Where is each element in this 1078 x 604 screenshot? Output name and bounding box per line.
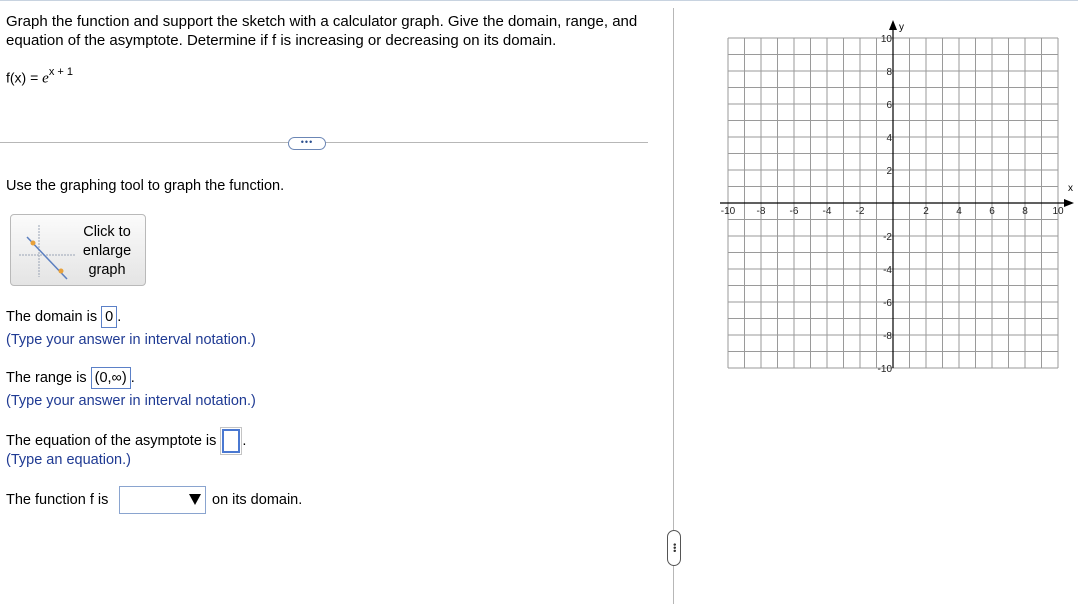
dropdown-arrow-icon bbox=[189, 494, 201, 505]
pane-separator bbox=[673, 8, 674, 604]
monotonic-label: The function f is bbox=[6, 492, 109, 508]
range-input[interactable]: (0,∞) bbox=[91, 367, 131, 389]
graph-instruction: Use the graphing tool to graph the function. bbox=[6, 178, 285, 194]
y-tick-label: 8 bbox=[886, 67, 892, 78]
asymptote-input-frame bbox=[220, 427, 242, 455]
x-tick-label: 6 bbox=[989, 206, 995, 217]
pane-resize-toggle[interactable]: ••• bbox=[667, 530, 681, 566]
y-tick-label: -4 bbox=[883, 265, 892, 276]
domain-end: . bbox=[117, 308, 122, 325]
y-tick-label: -8 bbox=[883, 331, 892, 342]
asymptote-input[interactable] bbox=[222, 429, 240, 453]
x-axis-label: x bbox=[1068, 183, 1073, 194]
x-tick-label: 4 bbox=[956, 206, 962, 217]
range-row bbox=[6, 367, 135, 389]
range-label: The range is bbox=[6, 369, 87, 386]
y-tick-label: -6 bbox=[883, 298, 892, 309]
domain-label: The domain is bbox=[6, 308, 98, 325]
monotonic-select[interactable] bbox=[119, 486, 206, 514]
domain-hint: (Type your answer in interval notation.) bbox=[6, 332, 256, 348]
top-border bbox=[0, 0, 1078, 1]
x-tick-label: -10 bbox=[720, 206, 736, 217]
domain-input[interactable]: 0 bbox=[101, 306, 117, 328]
coordinate-grid[interactable] bbox=[712, 14, 1072, 374]
more-options-button[interactable]: ••• bbox=[288, 137, 326, 150]
function-exponent: x + 1 bbox=[48, 66, 73, 78]
enlarge-label-line1: Click to bbox=[83, 224, 131, 240]
y-tick-label: -2 bbox=[883, 232, 892, 243]
y-tick-label: 4 bbox=[886, 133, 892, 144]
function-definition bbox=[6, 68, 73, 88]
y-tick-label: 6 bbox=[886, 100, 892, 111]
monotonic-suffix: on its domain. bbox=[212, 492, 303, 508]
function-base: e bbox=[42, 70, 49, 87]
x-axis-arrow-icon bbox=[1064, 199, 1074, 207]
asymptote-row bbox=[6, 427, 246, 455]
asymptote-hint: (Type an equation.) bbox=[6, 452, 131, 468]
enlarge-graph-label bbox=[75, 223, 139, 280]
x-tick-label: 10 bbox=[1052, 206, 1064, 217]
enlarge-label-line2: enlarge bbox=[82, 243, 132, 259]
domain-row bbox=[6, 306, 121, 328]
x-tick-label: -6 bbox=[789, 206, 799, 217]
x-tick-label: -4 bbox=[822, 206, 832, 217]
x-tick-label: -8 bbox=[756, 206, 766, 217]
x-tick-label: -2 bbox=[855, 206, 865, 217]
enlarge-label-line3: graph bbox=[88, 262, 126, 278]
enlarge-graph-button[interactable] bbox=[10, 214, 146, 286]
question-prompt: Graph the function and support the sketch with a calculator graph. Give the domain, range, and equation of the asymptote. Determine if f is increasing or decreasing on its domain. bbox=[6, 13, 638, 49]
y-tick-label: 2 bbox=[886, 166, 892, 177]
range-end: . bbox=[130, 369, 135, 386]
x-tick-label: 8 bbox=[1022, 206, 1028, 217]
range-hint: (Type your answer in interval notation.) bbox=[6, 393, 256, 409]
asymptote-end: . bbox=[242, 432, 247, 449]
graph-thumbnail-icon bbox=[17, 221, 77, 281]
y-tick-label: 10 bbox=[880, 34, 892, 45]
y-axis-label: y bbox=[899, 22, 904, 33]
function-lhs: f(x) = bbox=[6, 69, 43, 86]
x-tick-label: 2 bbox=[923, 206, 929, 217]
asymptote-label: The equation of the asymptote is bbox=[6, 432, 217, 449]
y-tick-label: -10 bbox=[877, 364, 892, 375]
y-axis-arrow-icon bbox=[889, 20, 897, 30]
